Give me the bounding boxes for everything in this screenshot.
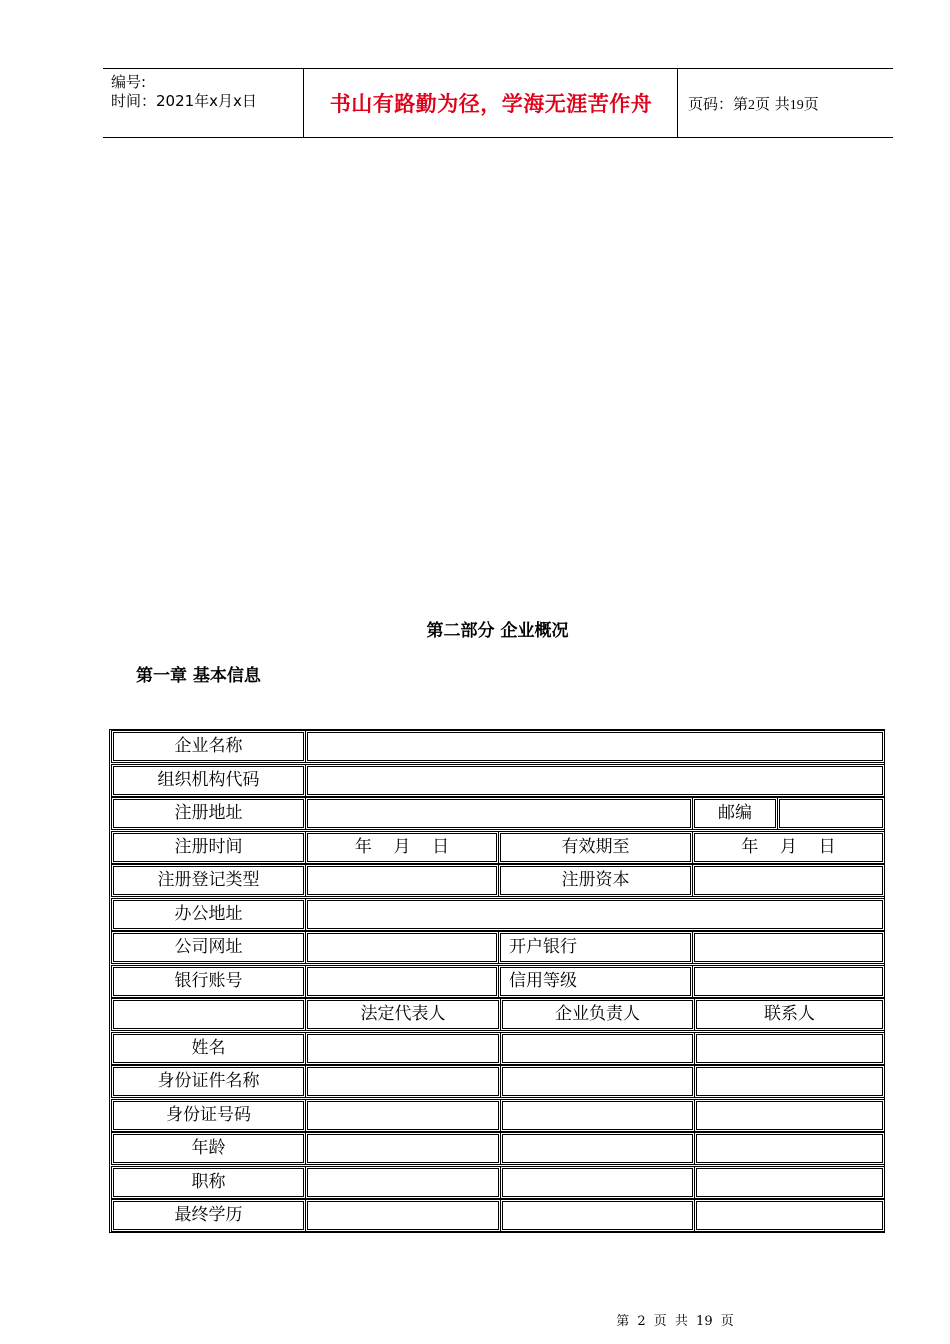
field-website[interactable] (307, 933, 497, 962)
label-name: 姓名 (113, 1034, 304, 1063)
label-postcode: 邮编 (694, 799, 776, 828)
field-legal-rep-id-doc[interactable] (307, 1067, 499, 1096)
label-bank-account: 银行账号 (113, 967, 304, 996)
field-contact-name[interactable] (696, 1034, 883, 1063)
label-reg-type: 注册登记类型 (113, 866, 304, 895)
label-id-number: 身份证号码 (113, 1101, 304, 1130)
date-label: 时间：2021年x月x日 (111, 92, 257, 110)
field-legal-rep-education[interactable] (307, 1201, 499, 1230)
header-info (111, 73, 257, 111)
field-company-name[interactable] (307, 732, 883, 761)
chapter-title: 第一章 基本信息 (136, 666, 261, 686)
field-office-address[interactable] (307, 900, 883, 929)
header-motto: 书山有路勤为径，学海无涯苦作舟 (329, 92, 653, 116)
header-contact: 联系人 (696, 1000, 883, 1029)
label-org-code: 组织机构代码 (113, 766, 304, 795)
label-age: 年龄 (113, 1134, 304, 1163)
field-contact-education[interactable] (696, 1201, 883, 1230)
label-office-address: 办公地址 (113, 900, 304, 929)
header-page-number: 页码：第2页 共19页 (688, 95, 819, 113)
field-reg-time[interactable]: 年 月 日 (307, 833, 497, 862)
field-legal-rep-id-number[interactable] (307, 1101, 499, 1130)
page-header (103, 68, 893, 138)
basic-info-form (109, 729, 885, 1233)
field-legal-rep-title[interactable] (307, 1168, 499, 1197)
field-contact-age[interactable] (696, 1134, 883, 1163)
field-reg-capital[interactable] (694, 866, 883, 895)
label-reg-address: 注册地址 (113, 799, 304, 828)
code-label: 编号: (111, 73, 147, 91)
header-manager: 企业负责人 (502, 1000, 693, 1029)
field-manager-name[interactable] (502, 1034, 693, 1063)
field-manager-title[interactable] (502, 1168, 693, 1197)
label-reg-capital: 注册资本 (500, 866, 691, 895)
field-org-code[interactable] (307, 766, 883, 795)
header-legal-rep: 法定代表人 (307, 1000, 499, 1029)
label-website: 公司网址 (113, 933, 304, 962)
label-education: 最终学历 (113, 1201, 304, 1230)
label-title: 职称 (113, 1168, 304, 1197)
header-divider (303, 69, 304, 137)
label-reg-time: 注册时间 (113, 833, 304, 862)
label-credit-rating: 信用等级 (500, 967, 691, 996)
field-legal-rep-age[interactable] (307, 1134, 499, 1163)
field-legal-rep-name[interactable] (307, 1034, 499, 1063)
label-company-name: 企业名称 (113, 732, 304, 761)
label-id-doc-name: 身份证件名称 (113, 1067, 304, 1096)
field-postcode[interactable] (779, 799, 883, 828)
field-manager-id-number[interactable] (502, 1101, 693, 1130)
header-divider (677, 69, 678, 137)
label-valid-until: 有效期至 (500, 833, 691, 862)
field-bank-account[interactable] (307, 967, 497, 996)
page-footer: 第 2 页 共 19 页 (616, 1314, 734, 1329)
field-valid-until[interactable]: 年 月 日 (694, 833, 883, 862)
field-contact-title[interactable] (696, 1168, 883, 1197)
field-reg-address[interactable] (307, 799, 691, 828)
field-contact-id-doc[interactable] (696, 1067, 883, 1096)
field-manager-id-doc[interactable] (502, 1067, 693, 1096)
part-title: 第二部分 企业概况 (426, 621, 569, 641)
field-bank[interactable] (694, 933, 883, 962)
field-manager-age[interactable] (502, 1134, 693, 1163)
field-credit-rating[interactable] (694, 967, 883, 996)
corner-cell (113, 1000, 304, 1029)
label-bank: 开户银行 (500, 933, 691, 962)
field-manager-education[interactable] (502, 1201, 693, 1230)
field-contact-id-number[interactable] (696, 1101, 883, 1130)
field-reg-type[interactable] (307, 866, 497, 895)
